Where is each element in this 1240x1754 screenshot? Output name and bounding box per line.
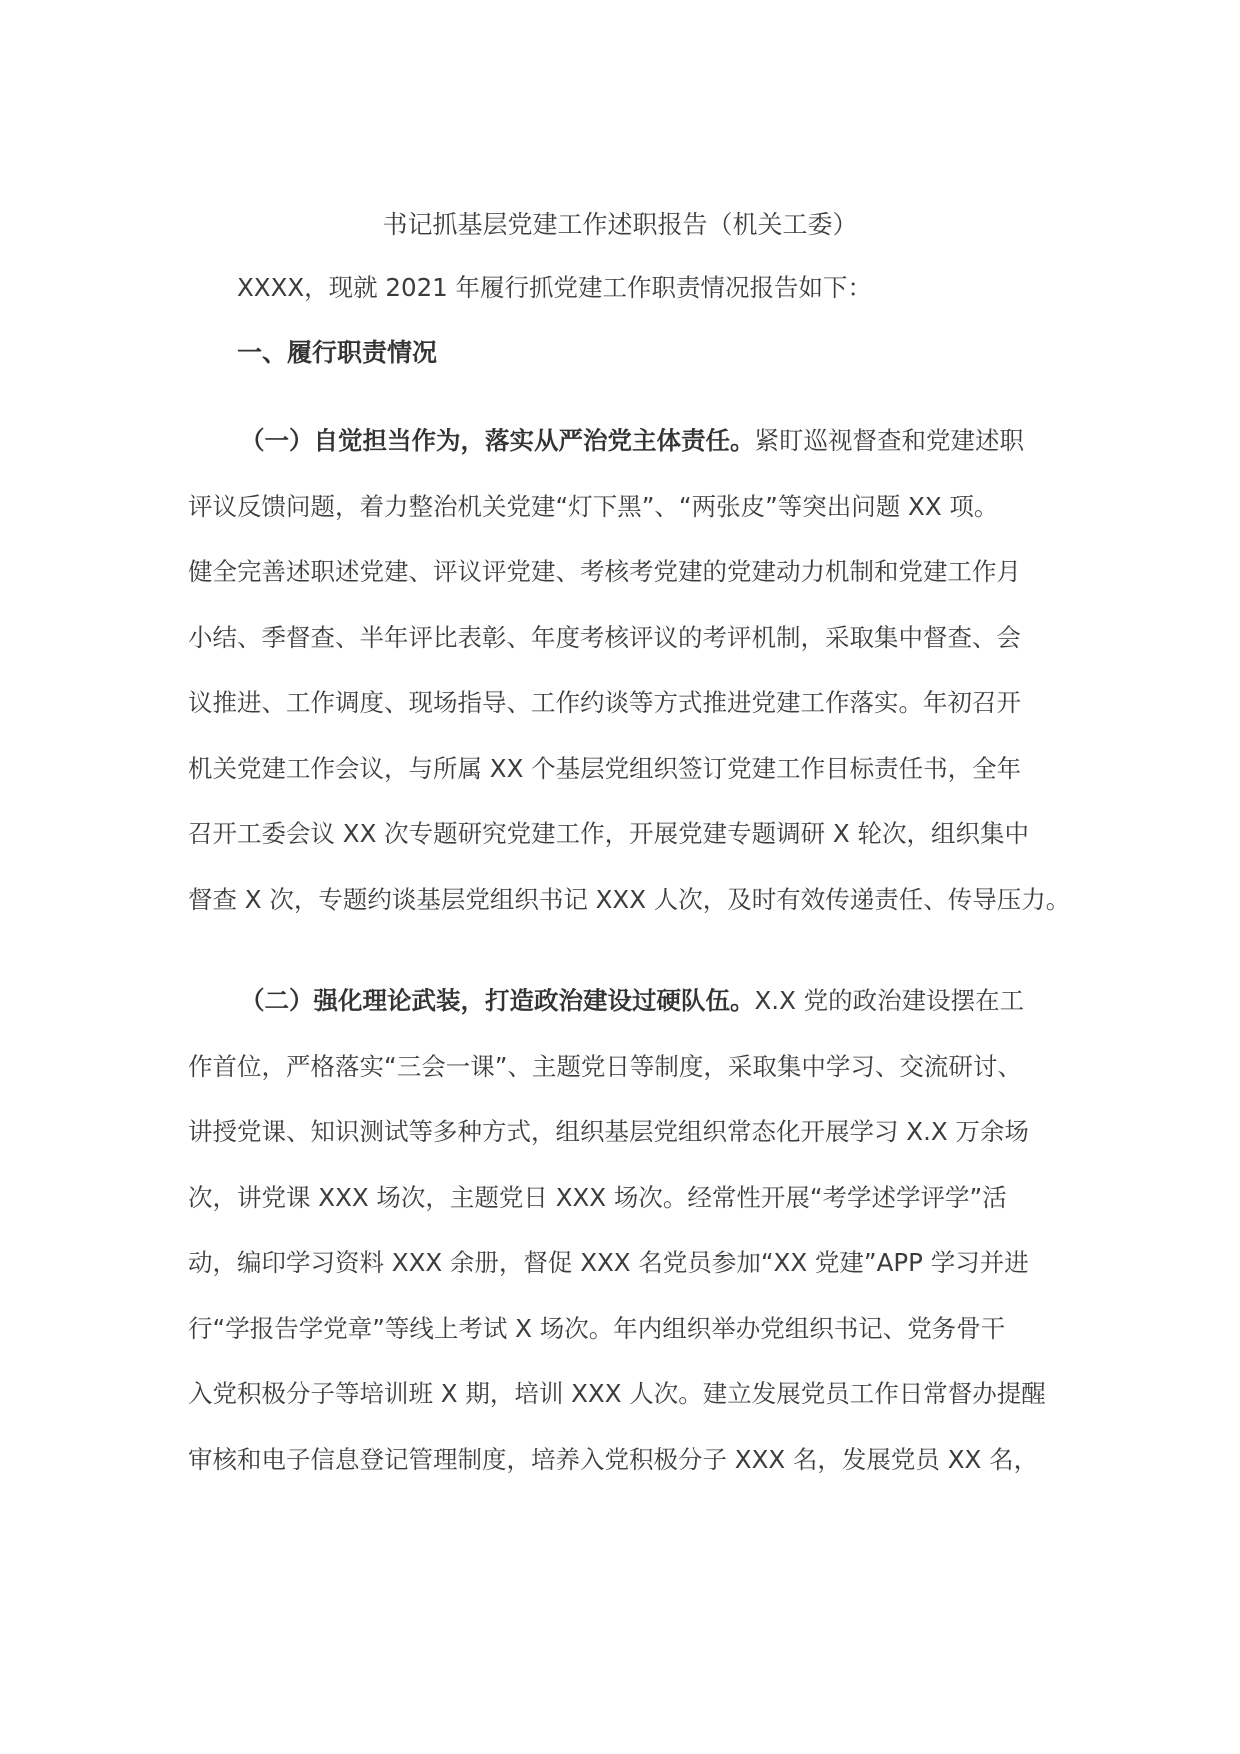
section-heading: 一、履行职责情况 — [237, 338, 438, 367]
paragraph-line: 动，编印学习资料 XXX 余册，督促 XXX 名党员参加“XX 党建”APP 学习并进 — [188, 1248, 1029, 1277]
paragraph-line: 次，讲党课 XXX 场次，主题党日 XXX 场次。经常性开展“考学述学评学”活 — [188, 1182, 1007, 1212]
paragraph-line: 健全完善述职述党建、评议评党建、考核考党建的党建动力机制和党建工作月 — [188, 557, 1021, 586]
paragraph-1 — [188, 408, 1071, 932]
paragraph-line: 机关党建工作会议，与所属 XX 个基层党组织签订党建工作目标责任书，全年 — [188, 753, 1022, 783]
paragraph-line-text: X.X 党的政治建设摆在工 — [754, 986, 1025, 1015]
paragraph-line: 召开工委会议 XX 次专题研究党建工作，开展党建专题调研 X 轮次，组织集中 — [188, 819, 1029, 848]
paragraph-lead: （一）自觉担当作为，落实从严治党主体责任。 — [240, 426, 755, 455]
document-title: 书记抓基层党建工作述职报告（机关工委） — [382, 210, 858, 239]
paragraph-line: 督查 X 次，专题约谈基层党组织书记 XXX 人次，及时有效传递责任、传导压力。 — [188, 884, 1071, 914]
paragraph-line — [188, 408, 1054, 474]
paragraph-line: 审核和电子信息登记管理制度，培养入党积极分子 XXX 名，发展党员 XX 名， — [188, 1444, 1039, 1474]
paragraph-line: 作首位，严格落实“三会一课”、主题党日等制度，采取集中学习、交流研讨、 — [188, 1051, 1022, 1081]
paragraph-line — [188, 968, 1054, 1034]
paragraph-line: 小结、季督查、半年评比表彰、年度考核评议的考评机制，采取集中督查、会 — [188, 622, 1021, 652]
paragraph-2 — [188, 968, 1054, 1492]
intro-paragraph: XXXX，现就 2021 年履行抓党建工作职责情况报告如下： — [237, 273, 873, 302]
paragraph-line: 入党积极分子等培训班 X 期，培训 XXX 人次。建立发展党员工作日常督办提醒 — [188, 1379, 1046, 1408]
paragraph-line: 议推进、工作调度、现场指导、工作约谈等方式推进党建工作落实。年初召开 — [188, 688, 1021, 717]
paragraph-line-text: 紧盯巡视督查和党建述职 — [754, 426, 1024, 455]
paragraph-line: 行“学报告学党章”等线上考试 X 场次。年内组织举办党组织书记、党务骨干 — [188, 1313, 1006, 1343]
paragraph-line: 评议反馈问题，着力整治机关党建“灯下黑”、“两张皮”等突出问题 XX 项。 — [188, 491, 999, 521]
paragraph-lead: （二）强化理论武装，打造政治建设过硬队伍。 — [240, 986, 755, 1015]
paragraph-line: 讲授党课、知识测试等多种方式，组织基层党组织常态化开展学习 X.X 万余场 — [188, 1117, 1029, 1146]
